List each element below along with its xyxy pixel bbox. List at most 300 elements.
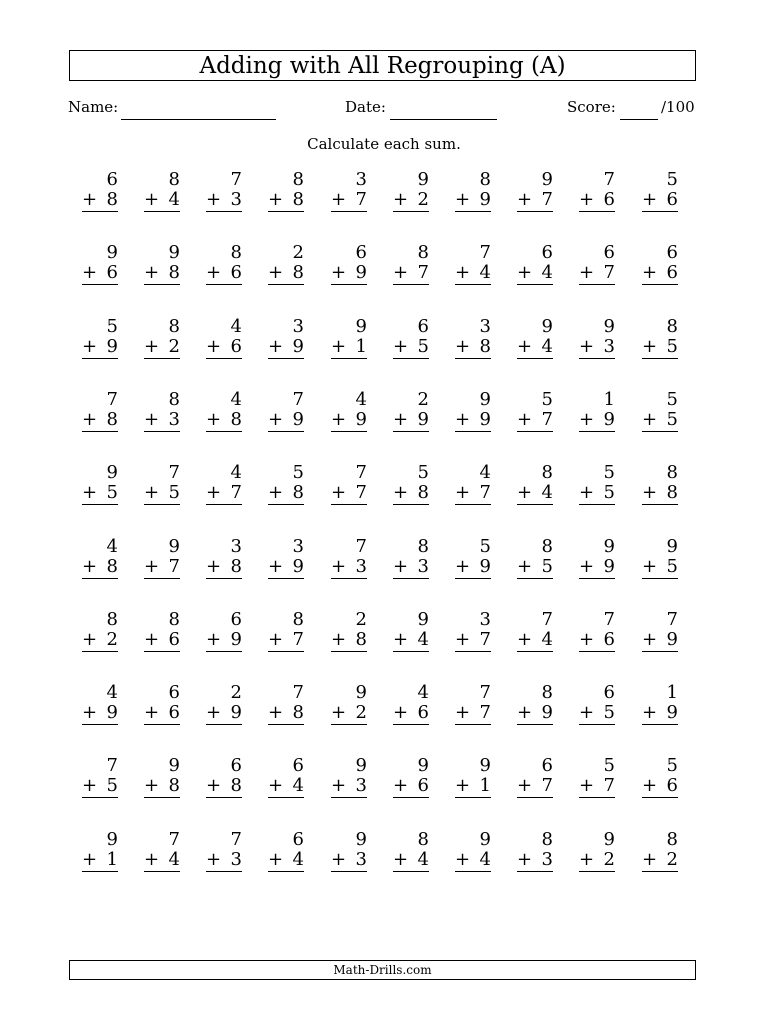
worksheet-title: Adding with All Regrouping (A) [69, 50, 696, 81]
addend-bottom: 8 [292, 702, 304, 723]
plus-sign: + [455, 556, 471, 577]
addend-top: 8 [541, 682, 553, 703]
plus-sign: + [268, 336, 284, 357]
plus-sign: + [82, 556, 98, 577]
plus-sign: + [82, 775, 98, 796]
addend-top: 4 [479, 462, 491, 483]
addend-top: 8 [417, 829, 429, 850]
plus-sign: + [144, 262, 160, 283]
plus-sign: + [331, 336, 347, 357]
addend-top: 3 [479, 609, 491, 630]
addend-top: 9 [479, 755, 491, 776]
addend-top: 9 [355, 829, 367, 850]
addend-bottom: 8 [106, 409, 118, 430]
addend-top: 5 [479, 536, 491, 557]
addition-problem [144, 317, 180, 359]
addend-top: 9 [106, 462, 118, 483]
addend-bottom-row [206, 410, 242, 432]
addend-bottom-row [206, 776, 242, 798]
addend-bottom-row [144, 703, 180, 725]
addend-bottom-row [206, 483, 242, 505]
addition-problem [455, 170, 491, 212]
plus-sign: + [579, 702, 595, 723]
addend-bottom: 4 [168, 189, 180, 210]
addend-top: 5 [292, 462, 304, 483]
addend-bottom-row [455, 703, 491, 725]
addition-problem [331, 610, 367, 652]
addend-bottom-row [579, 483, 615, 505]
addend-bottom-row [579, 190, 615, 212]
addend-top: 7 [479, 682, 491, 703]
addend-bottom-row [331, 337, 367, 359]
addend-bottom: 5 [168, 482, 180, 503]
addend-top: 4 [230, 389, 242, 410]
addition-problem [82, 463, 118, 505]
addend-bottom: 4 [541, 262, 553, 283]
addend-bottom-row [579, 703, 615, 725]
addend-top: 9 [417, 169, 429, 190]
addend-bottom: 6 [603, 189, 615, 210]
addend-bottom-row [331, 410, 367, 432]
plus-sign: + [144, 482, 160, 503]
addend-top: 8 [666, 829, 678, 850]
plus-sign: + [393, 262, 409, 283]
addend-bottom-row [579, 263, 615, 285]
addend-bottom: 3 [230, 849, 242, 870]
plus-sign: + [579, 556, 595, 577]
addition-problem [642, 243, 678, 285]
addition-problem [579, 243, 615, 285]
addend-bottom: 7 [479, 629, 491, 650]
plus-sign: + [206, 629, 222, 650]
addend-top: 3 [230, 536, 242, 557]
addend-bottom-row [393, 337, 429, 359]
addend-bottom-row [579, 557, 615, 579]
addend-top: 9 [666, 536, 678, 557]
addend-bottom-row [517, 557, 553, 579]
addition-problem [642, 830, 678, 872]
addition-problem [144, 537, 180, 579]
addend-top: 8 [168, 316, 180, 337]
plus-sign: + [642, 262, 658, 283]
addend-top: 5 [603, 755, 615, 776]
addend-bottom: 3 [603, 336, 615, 357]
plus-sign: + [517, 262, 533, 283]
addend-top: 6 [666, 242, 678, 263]
addend-top: 7 [230, 169, 242, 190]
addend-bottom: 6 [666, 262, 678, 283]
addend-bottom-row [144, 337, 180, 359]
addend-top: 6 [230, 755, 242, 776]
plus-sign: + [642, 702, 658, 723]
addition-problem [82, 243, 118, 285]
addend-bottom-row [393, 703, 429, 725]
addend-bottom-row [642, 776, 678, 798]
addend-top: 6 [168, 682, 180, 703]
addition-problem [331, 683, 367, 725]
addend-top: 9 [603, 829, 615, 850]
plus-sign: + [579, 262, 595, 283]
addition-problem [455, 243, 491, 285]
addend-top: 5 [666, 389, 678, 410]
addition-problem [268, 756, 304, 798]
addend-bottom-row [206, 703, 242, 725]
addend-bottom: 9 [479, 189, 491, 210]
addend-bottom: 5 [106, 482, 118, 503]
addition-problem [144, 243, 180, 285]
footer: Math-Drills.com [69, 960, 696, 980]
addend-bottom-row [579, 337, 615, 359]
addend-bottom: 7 [541, 775, 553, 796]
plus-sign: + [331, 775, 347, 796]
addend-top: 7 [106, 389, 118, 410]
plus-sign: + [579, 482, 595, 503]
addend-bottom: 4 [168, 849, 180, 870]
addend-top: 5 [603, 462, 615, 483]
addend-top: 9 [168, 536, 180, 557]
addend-top: 2 [292, 242, 304, 263]
addend-bottom-row [268, 703, 304, 725]
instructions: Calculate each sum. [307, 135, 461, 153]
addend-top: 9 [168, 242, 180, 263]
addend-top: 7 [292, 389, 304, 410]
addition-problem [455, 756, 491, 798]
addend-bottom-row [268, 337, 304, 359]
addition-problem [393, 683, 429, 725]
addend-bottom: 6 [230, 336, 242, 357]
addition-problem [206, 610, 242, 652]
addend-bottom: 9 [666, 702, 678, 723]
addend-bottom-row [82, 776, 118, 798]
plus-sign: + [82, 702, 98, 723]
addition-problem [206, 756, 242, 798]
plus-sign: + [517, 189, 533, 210]
addend-top: 4 [230, 316, 242, 337]
addend-top: 7 [541, 609, 553, 630]
plus-sign: + [144, 849, 160, 870]
addend-bottom-row [517, 410, 553, 432]
addition-problem [268, 610, 304, 652]
plus-sign: + [517, 775, 533, 796]
addend-bottom-row [393, 263, 429, 285]
addend-top: 7 [479, 242, 491, 263]
addend-bottom: 6 [666, 189, 678, 210]
addend-top: 9 [479, 829, 491, 850]
plus-sign: + [82, 849, 98, 870]
addition-problem [82, 610, 118, 652]
addend-bottom: 8 [355, 629, 367, 650]
addend-bottom: 3 [355, 556, 367, 577]
addend-top: 6 [603, 682, 615, 703]
addend-bottom: 6 [417, 702, 429, 723]
addend-bottom: 6 [666, 775, 678, 796]
plus-sign: + [393, 336, 409, 357]
addition-problem [517, 317, 553, 359]
addition-problem [393, 756, 429, 798]
plus-sign: + [82, 262, 98, 283]
addition-problem [144, 463, 180, 505]
addend-top: 4 [106, 682, 118, 703]
addend-top: 9 [355, 316, 367, 337]
addend-top: 5 [106, 316, 118, 337]
addition-problem [517, 463, 553, 505]
addition-problem [331, 317, 367, 359]
addend-top: 4 [106, 536, 118, 557]
addend-bottom: 9 [106, 336, 118, 357]
addend-bottom: 2 [355, 702, 367, 723]
addition-problem [82, 317, 118, 359]
addition-problem [393, 317, 429, 359]
addend-bottom-row [206, 557, 242, 579]
addition-problem [579, 463, 615, 505]
addend-bottom: 4 [479, 262, 491, 283]
addend-top: 7 [603, 609, 615, 630]
addition-problem [331, 830, 367, 872]
plus-sign: + [268, 482, 284, 503]
plus-sign: + [206, 556, 222, 577]
plus-sign: + [331, 482, 347, 503]
addend-top: 8 [168, 389, 180, 410]
addend-bottom-row [331, 630, 367, 652]
addition-problem [268, 243, 304, 285]
addend-bottom-row [642, 557, 678, 579]
addend-bottom-row [82, 263, 118, 285]
addend-bottom-row [393, 483, 429, 505]
addend-bottom-row [144, 410, 180, 432]
plus-sign: + [393, 629, 409, 650]
addend-bottom: 9 [106, 702, 118, 723]
addition-problem [642, 390, 678, 432]
addend-bottom: 3 [168, 409, 180, 430]
addend-bottom: 4 [479, 849, 491, 870]
addend-bottom: 6 [106, 262, 118, 283]
addend-bottom: 7 [479, 482, 491, 503]
addend-top: 6 [603, 242, 615, 263]
addend-bottom-row [455, 483, 491, 505]
addend-bottom: 9 [479, 556, 491, 577]
addition-problem [393, 610, 429, 652]
date-label: Date: [345, 98, 386, 116]
addend-bottom: 7 [355, 482, 367, 503]
plus-sign: + [82, 482, 98, 503]
addend-bottom-row [82, 190, 118, 212]
addend-bottom: 4 [541, 629, 553, 650]
addend-bottom-row [642, 337, 678, 359]
addition-problem [331, 390, 367, 432]
addend-bottom: 6 [603, 629, 615, 650]
addend-top: 1 [603, 389, 615, 410]
addend-bottom: 5 [603, 702, 615, 723]
addend-top: 7 [603, 169, 615, 190]
addend-top: 9 [106, 829, 118, 850]
addend-bottom-row [642, 410, 678, 432]
addend-top: 8 [168, 609, 180, 630]
plus-sign: + [268, 556, 284, 577]
plus-sign: + [331, 556, 347, 577]
addition-problem [642, 683, 678, 725]
addend-bottom-row [517, 703, 553, 725]
addition-problem [206, 683, 242, 725]
plus-sign: + [455, 849, 471, 870]
plus-sign: + [517, 482, 533, 503]
addend-bottom-row [642, 483, 678, 505]
addend-top: 8 [666, 462, 678, 483]
plus-sign: + [455, 189, 471, 210]
score-total: /100 [661, 98, 695, 116]
addend-top: 9 [106, 242, 118, 263]
addend-bottom-row [517, 337, 553, 359]
addend-top: 8 [292, 169, 304, 190]
addend-bottom: 8 [106, 556, 118, 577]
addend-bottom-row [455, 630, 491, 652]
addition-problem [82, 830, 118, 872]
plus-sign: + [206, 702, 222, 723]
addend-top: 7 [168, 462, 180, 483]
addition-problem [455, 317, 491, 359]
addition-problem [517, 610, 553, 652]
addend-top: 8 [292, 609, 304, 630]
addition-problem [455, 537, 491, 579]
plus-sign: + [579, 775, 595, 796]
addend-bottom: 4 [292, 849, 304, 870]
addend-top: 8 [479, 169, 491, 190]
addition-problem [517, 170, 553, 212]
addend-bottom-row [206, 190, 242, 212]
addend-bottom: 9 [479, 409, 491, 430]
addend-bottom: 3 [355, 849, 367, 870]
addend-bottom-row [517, 263, 553, 285]
addend-bottom: 2 [417, 189, 429, 210]
plus-sign: + [144, 629, 160, 650]
addend-top: 3 [292, 316, 304, 337]
plus-sign: + [331, 629, 347, 650]
plus-sign: + [82, 409, 98, 430]
addition-problem [393, 243, 429, 285]
addend-bottom: 9 [666, 629, 678, 650]
addend-bottom-row [642, 703, 678, 725]
addend-top: 6 [292, 829, 304, 850]
plus-sign: + [144, 409, 160, 430]
plus-sign: + [642, 556, 658, 577]
addition-problem [206, 243, 242, 285]
addition-problem [331, 756, 367, 798]
plus-sign: + [268, 775, 284, 796]
addend-bottom: 2 [603, 849, 615, 870]
plus-sign: + [642, 775, 658, 796]
addend-bottom-row [331, 263, 367, 285]
plus-sign: + [579, 409, 595, 430]
addend-bottom-row [144, 776, 180, 798]
addend-bottom: 6 [168, 629, 180, 650]
addend-top: 9 [541, 316, 553, 337]
addition-problem [642, 610, 678, 652]
plus-sign: + [144, 556, 160, 577]
addition-problem [579, 317, 615, 359]
plus-sign: + [642, 336, 658, 357]
plus-sign: + [82, 336, 98, 357]
addend-top: 9 [603, 316, 615, 337]
plus-sign: + [642, 189, 658, 210]
addition-problem [393, 170, 429, 212]
addition-problem [82, 683, 118, 725]
addend-top: 4 [417, 682, 429, 703]
addition-problem [579, 756, 615, 798]
addend-top: 5 [666, 755, 678, 776]
plus-sign: + [268, 849, 284, 870]
plus-sign: + [455, 482, 471, 503]
addition-problem [455, 463, 491, 505]
addend-bottom-row [206, 630, 242, 652]
addition-problem [144, 390, 180, 432]
addend-bottom: 1 [106, 849, 118, 870]
addend-bottom: 7 [292, 629, 304, 650]
plus-sign: + [206, 262, 222, 283]
addend-bottom-row [455, 190, 491, 212]
plus-sign: + [268, 262, 284, 283]
addend-bottom-row [206, 263, 242, 285]
plus-sign: + [206, 409, 222, 430]
addend-bottom-row [642, 630, 678, 652]
addend-bottom-row [331, 850, 367, 872]
addend-bottom-row [517, 630, 553, 652]
addend-top: 6 [541, 755, 553, 776]
addend-bottom: 6 [417, 775, 429, 796]
plus-sign: + [206, 849, 222, 870]
addition-problem [642, 537, 678, 579]
addend-top: 4 [355, 389, 367, 410]
addend-bottom: 8 [292, 482, 304, 503]
addition-problem [455, 390, 491, 432]
addend-bottom-row [331, 776, 367, 798]
addition-problem [82, 756, 118, 798]
addend-top: 5 [417, 462, 429, 483]
addend-bottom-row [393, 850, 429, 872]
addend-top: 8 [417, 536, 429, 557]
addend-top: 9 [355, 682, 367, 703]
addend-bottom-row [144, 263, 180, 285]
addend-bottom: 9 [355, 409, 367, 430]
addend-bottom-row [82, 850, 118, 872]
addition-problem [455, 610, 491, 652]
addend-bottom: 2 [666, 849, 678, 870]
addend-top: 9 [168, 755, 180, 776]
addend-bottom: 3 [355, 775, 367, 796]
addend-bottom: 3 [230, 189, 242, 210]
plus-sign: + [82, 629, 98, 650]
addend-bottom: 5 [603, 482, 615, 503]
addition-problem [455, 830, 491, 872]
addition-problem [206, 463, 242, 505]
addend-bottom-row [517, 776, 553, 798]
addend-bottom: 7 [603, 775, 615, 796]
plus-sign: + [144, 336, 160, 357]
addition-problem [642, 756, 678, 798]
addend-top: 7 [106, 755, 118, 776]
addition-problem [268, 683, 304, 725]
plus-sign: + [331, 702, 347, 723]
addition-problem [206, 537, 242, 579]
addition-problem [579, 537, 615, 579]
addend-bottom-row [393, 630, 429, 652]
addend-top: 9 [417, 609, 429, 630]
addend-bottom: 9 [417, 409, 429, 430]
addend-bottom-row [268, 263, 304, 285]
addend-bottom-row [268, 776, 304, 798]
plus-sign: + [393, 849, 409, 870]
addend-top: 7 [292, 682, 304, 703]
addition-problem [579, 390, 615, 432]
plus-sign: + [455, 775, 471, 796]
